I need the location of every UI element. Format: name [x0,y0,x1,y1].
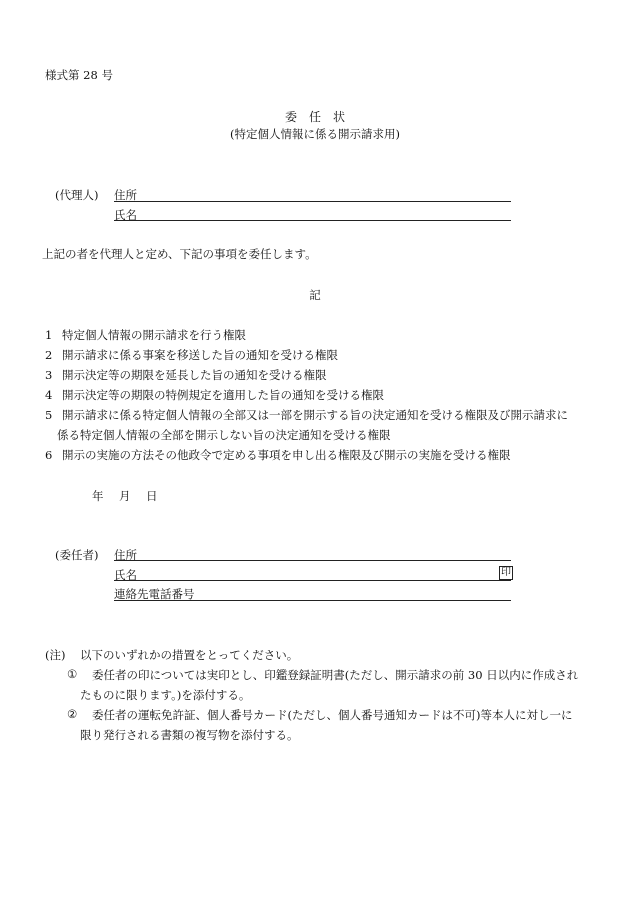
document-subtitle: (特定個人情報に係る開示請求用) [230,127,400,141]
date-line[interactable]: 年 月 日 [92,489,160,503]
note-text: 委任者の印については実印とし、印鑑登録証明書(ただし、開示請求の前 30 日以内に作成され [92,668,579,682]
principal-phone-label: 連絡先電話番号 [114,587,195,601]
delegation-statement: 上記の者を代理人と定め、下記の事項を委任します。 [42,247,317,261]
list-item: 1 特定個人情報の開示請求を行う権限 [45,328,246,342]
list-item: 3 開示決定等の期限を延長した旨の通知を受ける権限 [45,368,327,382]
list-item: 6 開示の実施の方法その他政令で定める事項を申し出る権限及び開示の実施を受ける権限 [45,448,511,462]
agent-address-field[interactable] [114,201,511,202]
list-item: 5 開示請求に係る特定個人情報の全部又は一部を開示する旨の決定通知を受ける権限及び開示請求に [45,408,568,422]
agent-label: (代理人) [55,188,99,202]
agent-name-field[interactable] [114,220,511,221]
form-number: 様式第 28 号 [45,68,113,82]
note-mark: ② [67,707,78,721]
principal-address-field[interactable] [114,560,511,561]
agent-address-label: 住所 [114,188,137,202]
note-text-continuation: たものに限ります。)を添付する。 [80,688,251,702]
agent-name-label: 氏名 [114,208,137,222]
note-text-continuation: 限り発行される書類の複写物を添付する。 [80,728,299,742]
list-item: 4 開示決定等の期限の特例規定を適用した旨の通知を受ける権限 [45,388,384,402]
note-mark: ① [67,667,78,681]
principal-address-label: 住所 [114,548,137,562]
principal-label: (委任者) [55,548,99,562]
principal-name-field[interactable] [114,580,511,581]
list-item-continuation: 係る特定個人情報の全部を開示しない旨の決定通知を受ける権限 [57,428,391,442]
notes-label: (注) [45,648,66,662]
principal-phone-field[interactable] [114,600,511,601]
document-title: 委 任 状 [284,110,345,124]
list-item: 2 開示請求に係る事案を移送した旨の通知を受ける権限 [45,348,338,362]
notes-intro: 以下のいずれかの措置をとってください。 [80,648,299,662]
seal-box: 印 [501,567,511,578]
note-text: 委任者の運転免許証、個人番号カード(ただし、個人番号通知カードは不可)等本人に対し一に [92,708,573,722]
ki-heading: 記 [309,288,321,302]
principal-name-label: 氏名 [114,568,137,582]
